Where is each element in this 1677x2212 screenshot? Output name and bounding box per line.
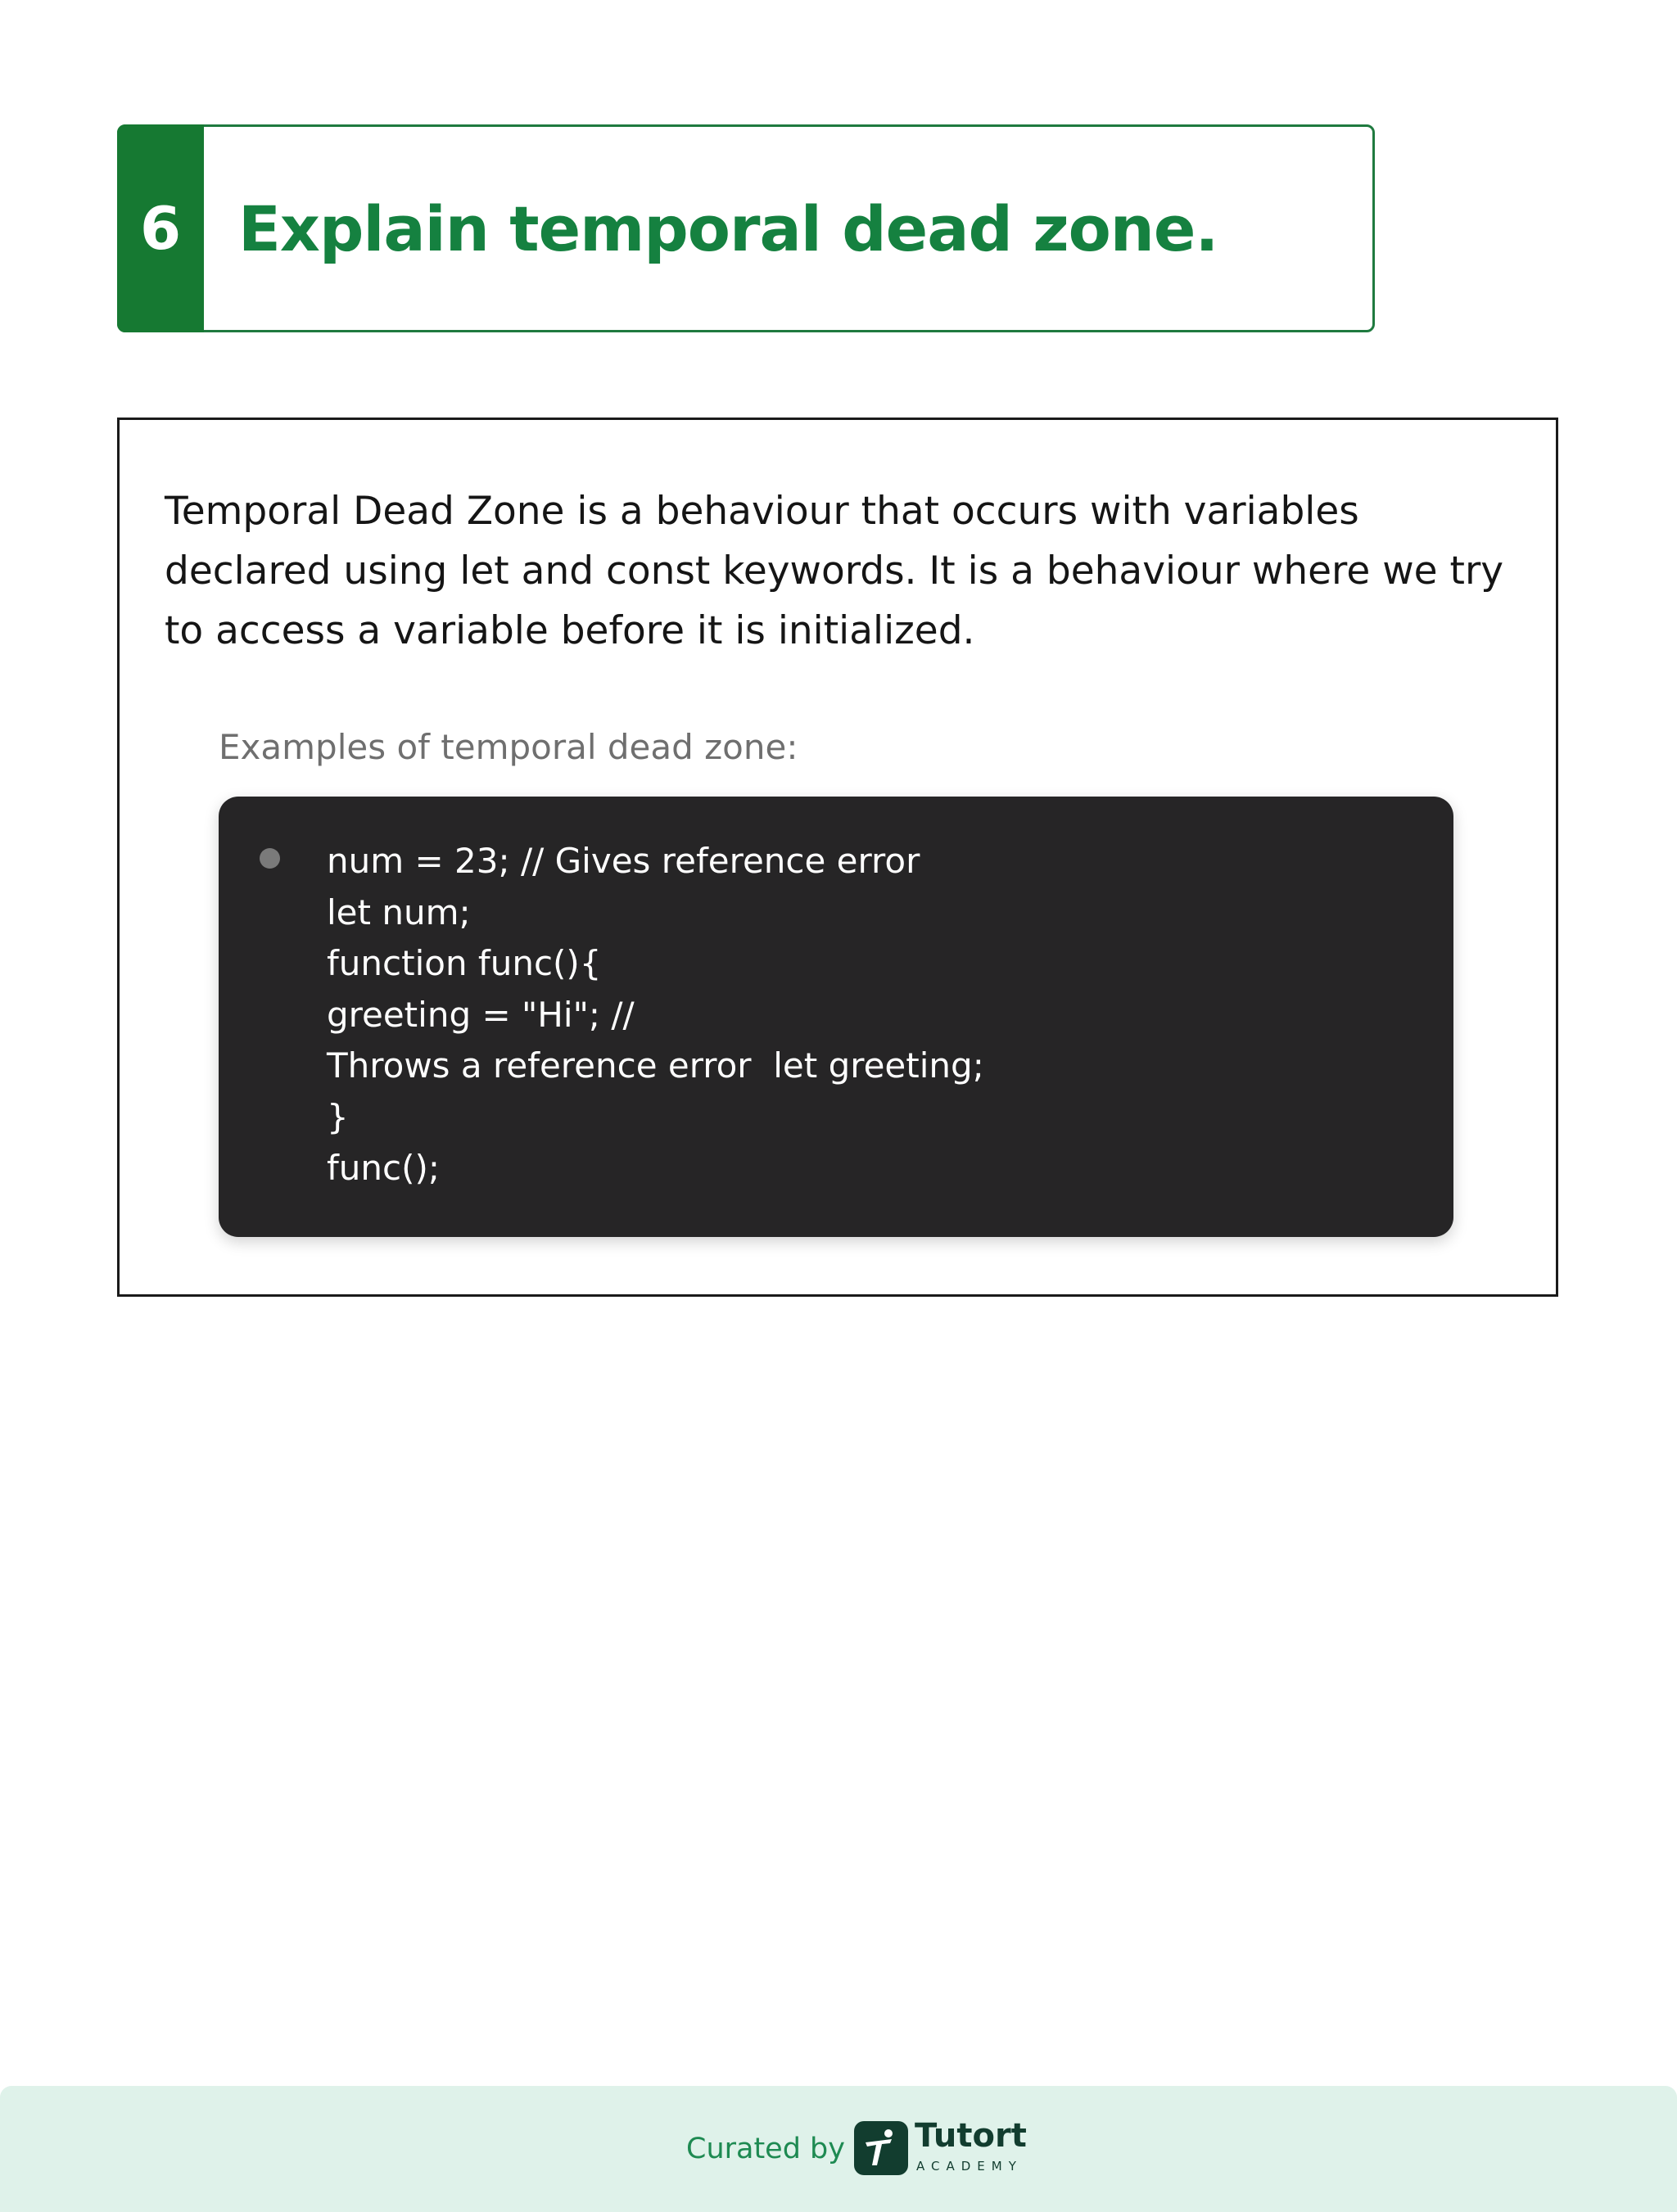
code-line: let num; bbox=[327, 892, 471, 932]
code-line: func(); bbox=[327, 1148, 441, 1188]
answer-line: declared using let and const keywords. It is a behaviour where bbox=[165, 548, 1371, 594]
question-number-badge: 6 bbox=[117, 124, 204, 332]
code-line: Throws a reference error let greeting; bbox=[327, 1045, 984, 1086]
answer-box bbox=[117, 418, 1558, 1297]
tutort-logo-icon bbox=[854, 2121, 908, 2175]
answer-line: Temporal Dead Zone is a behaviour that occurs with variables bbox=[165, 489, 1359, 534]
brand-name: Tutort bbox=[915, 2117, 1027, 2155]
code-line: function func(){ bbox=[327, 943, 602, 983]
examples-label: Examples of temporal dead zone: bbox=[219, 727, 798, 767]
answer-line: we try to access a variable before it is initialized. bbox=[165, 548, 1504, 653]
curated-by-label: Curated by bbox=[686, 2133, 845, 2165]
footer bbox=[0, 2086, 1677, 2212]
bullet-icon bbox=[260, 848, 280, 869]
brand-subtitle: ACADEMY bbox=[916, 2159, 1023, 2174]
code-line: greeting = "Hi"; // bbox=[327, 994, 635, 1035]
code-line: num = 23; // Gives reference error bbox=[327, 841, 920, 881]
code-line: } bbox=[327, 1096, 349, 1137]
code-block bbox=[219, 797, 1453, 1237]
answer-paragraph bbox=[165, 481, 1524, 661]
code-lines bbox=[327, 836, 984, 1194]
question-header bbox=[117, 124, 1375, 332]
question-title: Explain temporal dead zone. bbox=[238, 192, 1218, 265]
